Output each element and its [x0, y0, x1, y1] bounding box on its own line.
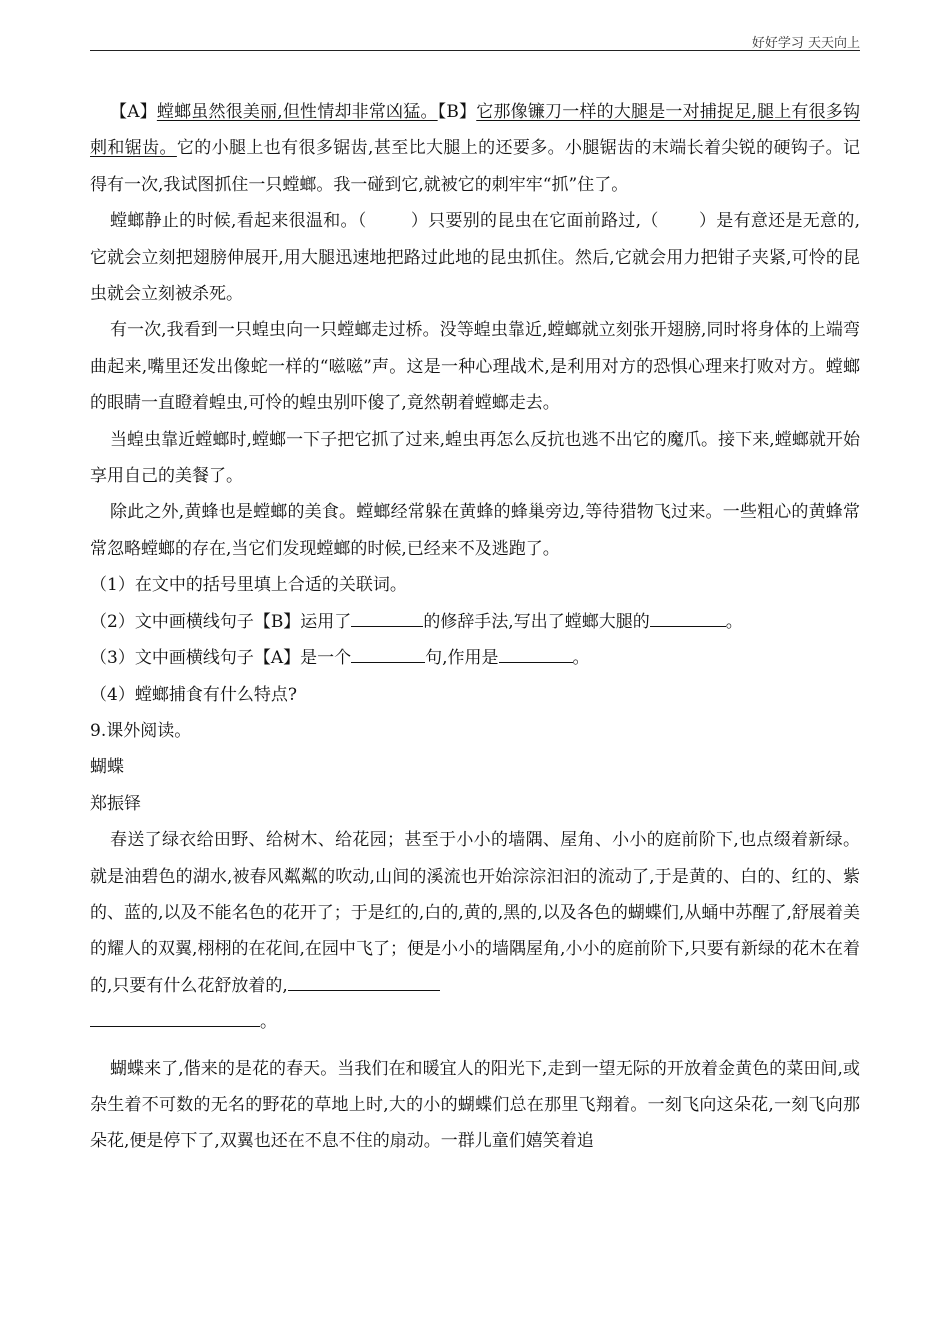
q2-blank-2[interactable]	[650, 612, 726, 627]
para2-part-b: ）只要别的昆虫在它面前路过,（	[410, 211, 659, 232]
q2-part-b: 的修辞手法,写出了螳螂大腿的	[423, 611, 650, 632]
sentence-a-underlined: 螳螂虽然很美丽,但性情却非常凶猛。	[156, 102, 438, 122]
passage2-para1	[90, 822, 860, 1040]
question-4: （4）螳螂捕食有什么特点?	[90, 684, 297, 705]
question-1: （1）在文中的括号里填上合适的关联词。	[90, 575, 407, 596]
q3-part-b: 句,作用是	[425, 648, 499, 669]
passage2-blank-a[interactable]	[288, 976, 440, 991]
article-author: 郑振铎	[90, 793, 141, 814]
q3-part-c: 。	[572, 648, 590, 669]
passage2-para1-end: 。	[260, 1012, 277, 1033]
passage1-para4: 当蝗虫靠近螳螂时,螳螂一下子把它抓了过来,蝗虫再怎么反抗也逃不出它的魔爪。接下来,螳螂就开始享用自己的美餐了。	[90, 429, 860, 487]
question-2	[90, 604, 860, 640]
question-3	[90, 640, 860, 676]
q3-part-a: （3）文中画横线句子【A】是一个	[90, 648, 352, 669]
passage2-para1-text: 春送了绿衣给田野、给树木、给花园；甚至于小小的墙隅、屋角、小小的庭前阶下,也点缀着新绿。就是油碧色的湖水,被春风粼粼的吹动,山间的溪流也开始淙淙汩汩的流动了,于是黄的、白的、红的、紫的、蓝的,以及不能名色的花开了；于是红的,白的,黄的,黑的,以及各色的蝴蝶们,从蛹中苏醒了,舒展着美的耀人的双翼,栩栩的在花间,在园中飞了；便是小小的墙隅屋角,小小的庭前阶下,只要有新绿的花木在着的,只要有什么花舒放着的,	[90, 830, 860, 996]
para1-rest: 它的小腿上也有很多锯齿,甚至比大腿上的还要多。小腿锯齿的末端长着尖锐的硬钩子。记得有一次,我试图抓住一只螳螂。我一碰到它,就被它的刺牢牢“抓”住了。	[90, 138, 861, 195]
section-label: 9.课外阅读。	[90, 720, 192, 741]
tag-a: 【A】	[110, 102, 157, 122]
document-body	[90, 94, 860, 1160]
article-title: 蝴蝶	[90, 757, 124, 778]
passage2-para2: 蝴蝶来了,偕来的是花的春天。当我们在和暖宜人的阳光下,走到一望无际的开放着金黄色的菜田间,或杂生着不可数的无名的野花的草地上时,大的小的蝴蝶们总在那里飞翔着。一刻飞向这朵花,一刻飞向那朵花,便是停下了,双翼也还在不息不住的扇动。一群儿童们嬉笑着追	[90, 1058, 860, 1152]
passage1-para5: 除此之外,黄蜂也是螳螂的美食。螳螂经常躲在黄蜂的蜂巢旁边,等待猎物飞过来。一些粗心的黄蜂常常忽略螳螂的存在,当它们发现螳螂的时候,已经来不及逃跑了。	[90, 502, 860, 559]
q2-part-a: （2）文中画横线句子【B】运用了	[90, 611, 352, 632]
q2-part-c: 。	[725, 611, 743, 632]
passage1-para1	[90, 94, 860, 203]
header-motto: 好好学习 天天向上	[751, 36, 860, 51]
q3-blank-2[interactable]	[499, 648, 573, 663]
page-header	[90, 28, 860, 51]
sentence-b-underlined: 它那像镰刀一样的大腿是一对捕捉足,腿上有很多钩刺和锯齿。	[90, 102, 861, 159]
tag-b: 【B】	[437, 102, 477, 122]
para2-part-c: ）是有意还是无意的,它就会立刻把翅膀伸展开,用大腿迅速地把路过此地的昆虫抓住。然后,它就会用力把钳子夹紧,可怜的昆虫就会立刻被杀死。	[90, 211, 861, 305]
q2-blank-1[interactable]	[351, 612, 423, 627]
q3-blank-1[interactable]	[351, 648, 425, 663]
para2-part-a: 螳螂静止的时候,看起来很温和。（	[110, 211, 367, 232]
passage1-para2	[90, 203, 860, 312]
paragraph-gap	[90, 1041, 860, 1051]
passage1-para3: 有一次,我看到一只蝗虫向一只螳螂走过桥。没等蝗虫靠近,螳螂就立刻张开翅膀,同时将身体的上端弯曲起来,嘴里还发出像蛇一样的“嗞嗞”声。这是一种心理战术,是利用对方的恐惧心理来打败对方。螳螂的眼睛一直瞪着蝗虫,可怜的蝗虫别吓傻了,竟然朝着螳螂走去。	[90, 320, 860, 414]
passage2-blank-b[interactable]	[90, 1012, 260, 1027]
